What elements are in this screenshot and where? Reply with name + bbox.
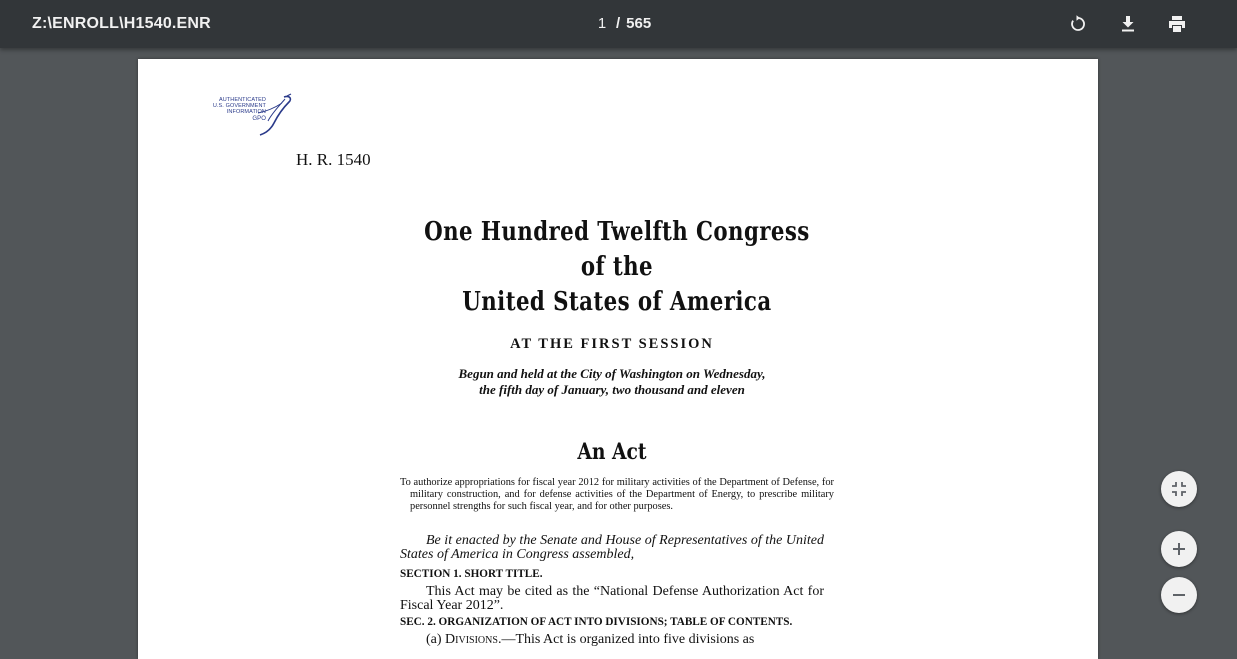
begun-line: Begun and held at the City of Washington on Wednesday, — [458, 366, 766, 381]
congress-heading: One Hundred Twelfth Congress — [424, 217, 810, 247]
session-heading: AT THE FIRST SESSION — [510, 336, 714, 352]
current-page-input[interactable]: 1 — [597, 15, 607, 32]
subsection-label: (a) — [426, 632, 446, 647]
purpose-paragraph: To authorize appropriations for fiscal year 2012 for military activities of the Department of Defense, for military construction, and for defense activities of the Department of Energy, to prescribe military personnel strengths for such fiscal year, and for other purposes. — [400, 477, 834, 512]
logo-text-line: INFORMATION — [226, 109, 266, 115]
section-heading: SECTION 1. SHORT TITLE. — [400, 568, 543, 580]
zoom-out-icon — [1169, 585, 1189, 605]
act-heading: An Act — [577, 439, 647, 465]
fit-to-page-button[interactable] — [1161, 471, 1197, 507]
rotate-button[interactable] — [1066, 12, 1090, 36]
section-text — [400, 633, 824, 647]
section-text: This Act may be cited as the “National Defense Authorization Act for Fiscal Year 2012”. — [400, 584, 824, 613]
fit-to-page-icon — [1169, 479, 1189, 499]
logo-text-line: AUTHENTICATED — [218, 97, 266, 103]
pdf-toolbar — [0, 0, 1237, 48]
zoom-out-button[interactable] — [1161, 577, 1197, 613]
enacting-clause: Be it enacted by the Senate and House of Representatives of the United States of America in Congress assembled, — [400, 533, 824, 562]
total-pages: 565 — [626, 15, 652, 32]
begun-line: the fifth day of January, two thousand and eleven — [479, 382, 745, 397]
page-separator: / — [616, 15, 621, 32]
download-icon — [1116, 12, 1140, 36]
congress-heading: United States of America — [462, 287, 772, 317]
download-button[interactable] — [1116, 12, 1140, 36]
eagle-icon — [254, 91, 294, 137]
print-button[interactable] — [1165, 12, 1189, 36]
congress-heading: of the — [580, 252, 654, 282]
page-indicator — [596, 15, 651, 32]
zoom-in-button[interactable] — [1161, 531, 1197, 567]
bill-number: H. R. 1540 — [296, 150, 371, 169]
logo-text-line: U.S. GOVERNMENT — [212, 103, 266, 109]
subsection-caption: Divisions — [445, 632, 498, 647]
document-title: Z:\ENROLL\H1540.ENR — [32, 15, 211, 32]
zoom-in-icon — [1169, 539, 1189, 559]
section-heading: SEC. 2. ORGANIZATION OF ACT INTO DIVISIONS; TABLE OF CONTENTS. — [400, 616, 793, 628]
print-icon — [1165, 12, 1189, 36]
gpo-authenticated-logo — [204, 91, 294, 137]
logo-text-line: GPO — [252, 116, 266, 122]
subsection-text: .—This Act is organized into five divisions as — [497, 632, 755, 647]
pdf-page — [138, 59, 1098, 659]
rotate-icon — [1066, 12, 1090, 36]
